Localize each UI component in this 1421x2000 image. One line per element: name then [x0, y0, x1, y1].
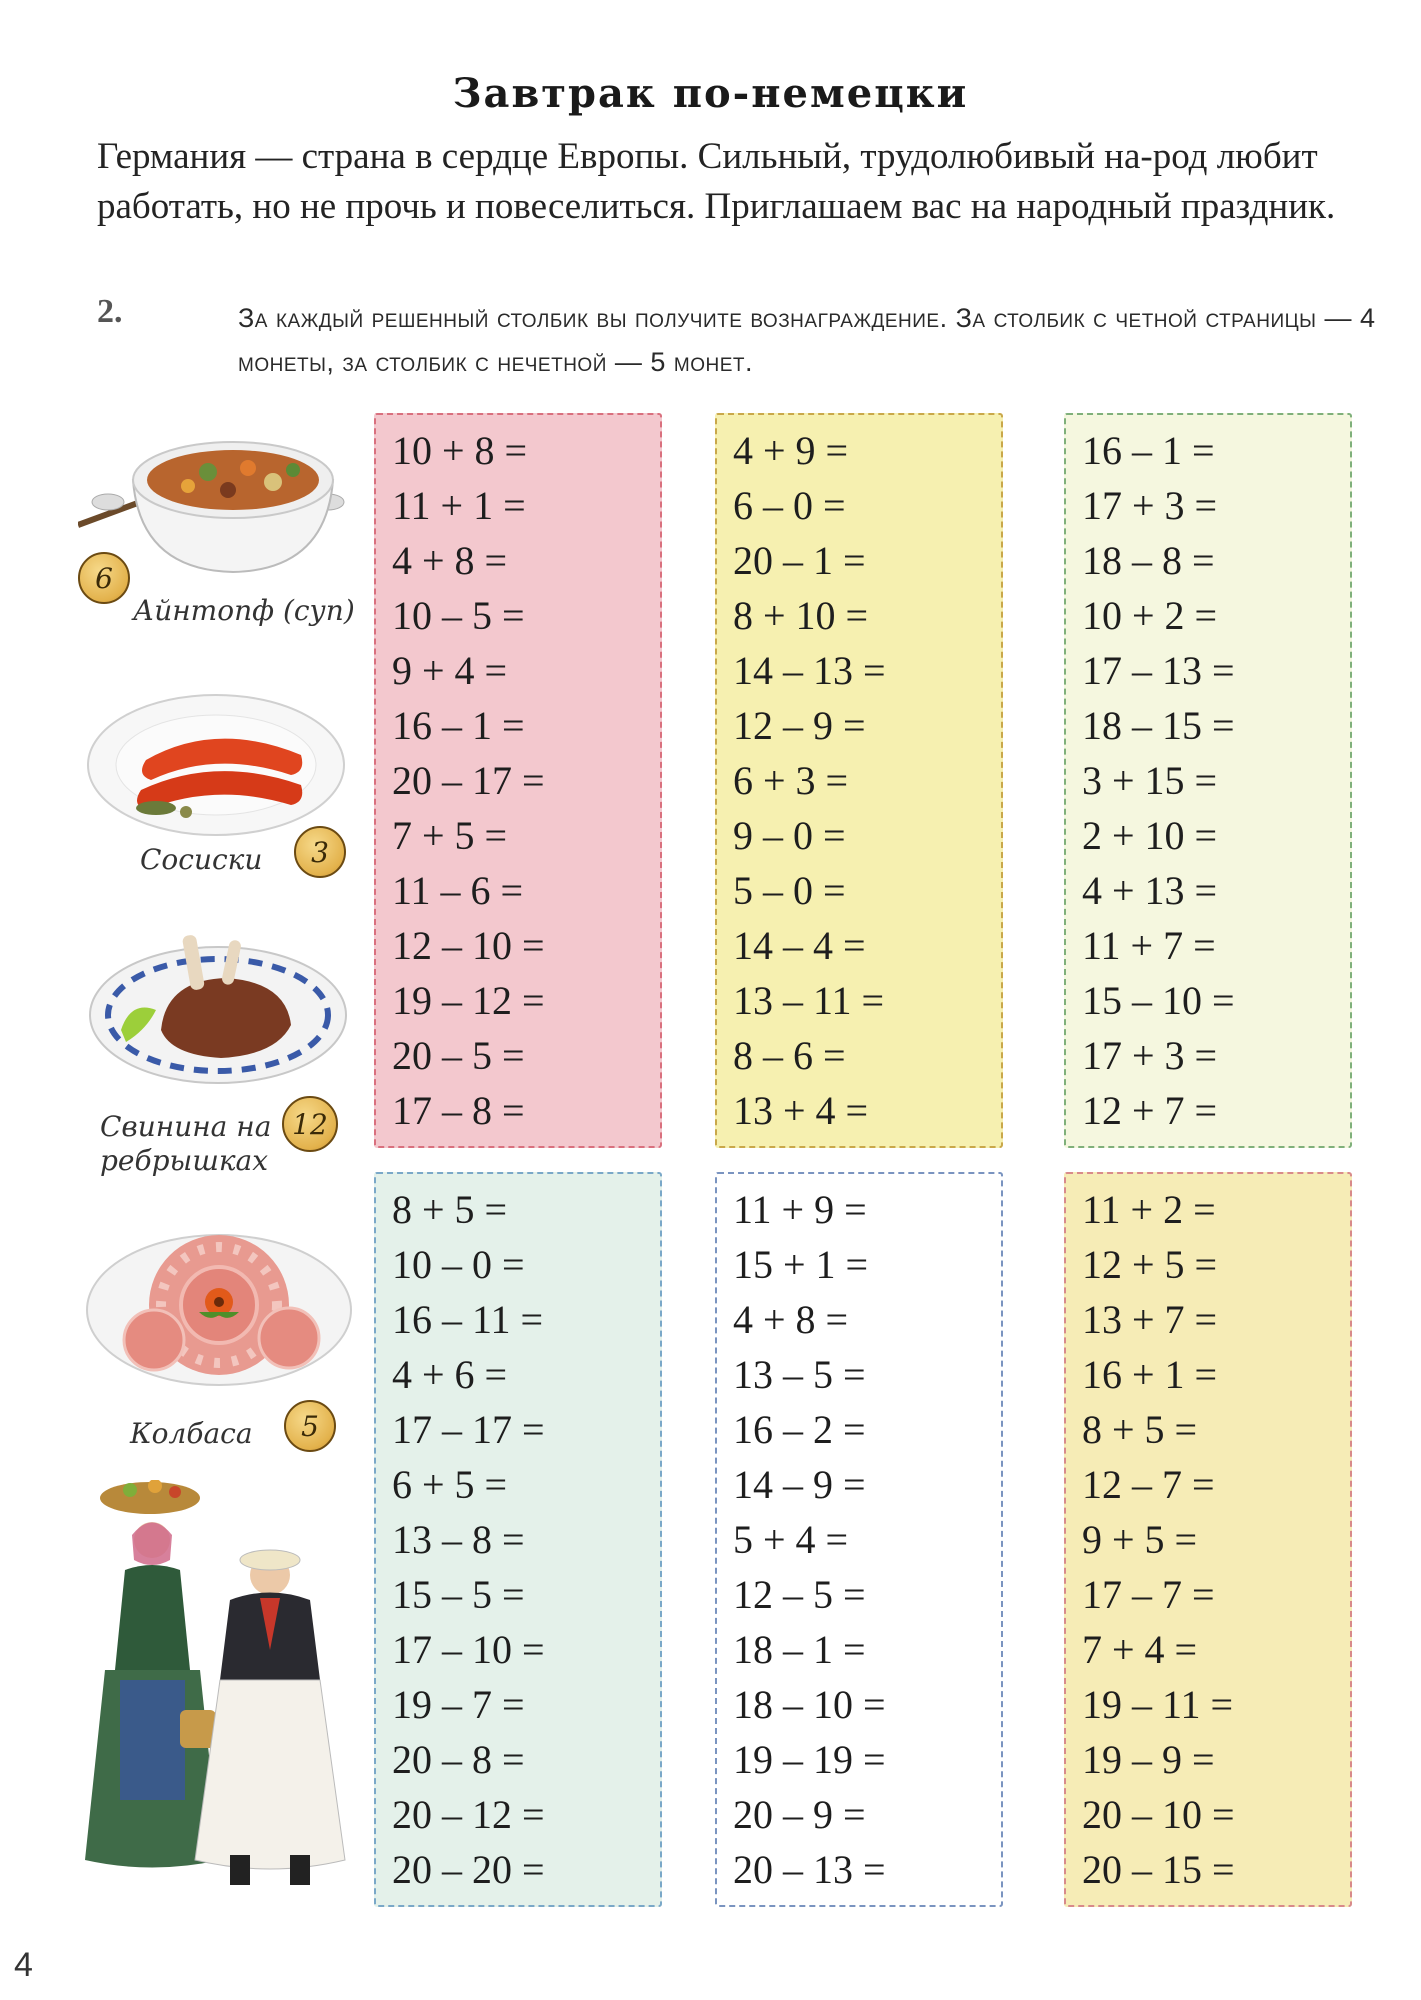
equation-item: 12 + 5 = — [1082, 1242, 1218, 1287]
equation-item: 7 + 5 = — [392, 813, 508, 858]
equation-item: 20 – 10 = — [1082, 1792, 1235, 1837]
equation-item: 7 + 4 = — [1082, 1627, 1198, 1672]
equation-column-5 — [715, 1172, 1003, 1907]
equation-item: 5 + 4 = — [733, 1517, 849, 1562]
equation-column-4 — [374, 1172, 662, 1907]
equation-item: 15 – 5 = — [392, 1572, 525, 1617]
food-item-ribs — [86, 930, 351, 1090]
equation-item: 14 – 13 = — [733, 648, 886, 693]
equation-item: 6 + 5 = — [392, 1462, 508, 1507]
equation-item: 10 – 5 = — [392, 593, 525, 638]
food-item-sausages — [86, 690, 346, 840]
equation-item: 9 + 4 = — [392, 648, 508, 693]
equation-item: 15 – 10 = — [1082, 978, 1235, 1023]
sliced-sausage-icon — [84, 1220, 354, 1390]
equation-item: 8 + 5 = — [1082, 1407, 1198, 1452]
equation-item: 4 + 8 = — [733, 1297, 849, 1342]
equation-item: 17 – 10 = — [392, 1627, 545, 1672]
equation-item: 3 + 15 = — [1082, 758, 1218, 803]
equation-item: 10 + 2 = — [1082, 593, 1218, 638]
food-label-kolbasa: Колбаса — [130, 1417, 253, 1450]
equation-item: 18 – 10 = — [733, 1682, 886, 1727]
equation-item: 17 + 3 = — [1082, 483, 1218, 528]
equation-item: 11 + 7 = — [1082, 923, 1216, 968]
equation-item: 5 – 0 = — [733, 868, 846, 913]
equation-item: 12 – 10 = — [392, 923, 545, 968]
equation-item: 12 + 7 = — [1082, 1088, 1218, 1133]
equation-item: 11 + 1 = — [392, 483, 526, 528]
equation-item: 20 – 17 = — [392, 758, 545, 803]
equation-item: 8 + 10 = — [733, 593, 869, 638]
equation-item: 19 – 9 = — [1082, 1737, 1215, 1782]
coin-sausages: 3 — [294, 826, 346, 878]
equation-item: 8 – 6 = — [733, 1033, 846, 1078]
equation-item: 13 – 8 = — [392, 1517, 525, 1562]
equation-item: 16 + 1 = — [1082, 1352, 1218, 1397]
equation-item: 16 – 1 = — [1082, 428, 1215, 473]
page-number: 4 — [14, 1946, 33, 1984]
equation-item: 4 + 13 = — [1082, 868, 1218, 913]
food-label-soup: Айнтопф (суп) — [133, 594, 355, 627]
equation-item: 11 + 2 = — [1082, 1187, 1216, 1232]
equation-item: 17 – 17 = — [392, 1407, 545, 1452]
people-in-costume-icon — [80, 1480, 360, 1900]
equation-item: 13 + 7 = — [1082, 1297, 1218, 1342]
page-title: Завтрак по-немецки — [452, 70, 969, 117]
sausages-icon — [86, 690, 346, 840]
equation-item: 4 + 9 = — [733, 428, 849, 473]
equation-item: 14 – 9 = — [733, 1462, 866, 1507]
equation-item: 18 – 15 = — [1082, 703, 1235, 748]
equation-item: 17 – 13 = — [1082, 648, 1235, 693]
equation-item: 2 + 10 = — [1082, 813, 1218, 858]
equation-item: 6 + 3 = — [733, 758, 849, 803]
equation-item: 11 – 6 = — [392, 868, 524, 913]
food-label-ribs: Свинина на ребрышках — [100, 1110, 272, 1177]
equation-item: 12 – 7 = — [1082, 1462, 1215, 1507]
equation-item: 16 – 11 = — [392, 1297, 544, 1342]
equation-item: 13 – 11 = — [733, 978, 885, 1023]
equation-item: 20 – 13 = — [733, 1847, 886, 1892]
equation-item: 18 – 8 = — [1082, 538, 1215, 583]
equation-item: 20 – 1 = — [733, 538, 866, 583]
equation-item: 11 + 9 = — [733, 1187, 867, 1232]
food-label-sausages: Сосиски — [140, 843, 263, 876]
equation-column-3 — [1064, 413, 1352, 1148]
equation-column-1 — [374, 413, 662, 1148]
equation-item: 4 + 8 = — [392, 538, 508, 583]
equation-item: 4 + 6 = — [392, 1352, 508, 1397]
equation-item: 17 – 7 = — [1082, 1572, 1215, 1617]
equation-item: 13 + 4 = — [733, 1088, 869, 1133]
equation-item: 20 – 5 = — [392, 1033, 525, 1078]
equation-item: 10 – 0 = — [392, 1242, 525, 1287]
equation-column-6 — [1064, 1172, 1352, 1907]
equation-item: 20 – 15 = — [1082, 1847, 1235, 1892]
equation-item: 19 – 7 = — [392, 1682, 525, 1727]
intro-paragraph: Германия — страна в сердце Европы. Сильный, трудолюбивый на-род любит работать, но не прочь и повеселиться. Приглашаем вас на народный праздник. — [97, 136, 1336, 227]
equation-item: 9 – 0 = — [733, 813, 846, 858]
equation-item: 19 – 11 = — [1082, 1682, 1234, 1727]
pork-ribs-icon — [86, 930, 351, 1090]
equation-item: 17 – 8 = — [392, 1088, 525, 1133]
equation-column-2 — [715, 413, 1003, 1148]
food-item-kolbasa — [84, 1220, 354, 1390]
equation-item: 10 + 8 = — [392, 428, 528, 473]
equation-item: 6 – 0 = — [733, 483, 846, 528]
equation-item: 15 + 1 = — [733, 1242, 869, 1287]
coin-kolbasa: 5 — [284, 1400, 336, 1452]
coin-ribs: 12 — [282, 1096, 338, 1152]
equation-item: 14 – 4 = — [733, 923, 866, 968]
equation-item: 16 – 1 = — [392, 703, 525, 748]
equation-item: 19 – 19 = — [733, 1737, 886, 1782]
equation-item: 13 – 5 = — [733, 1352, 866, 1397]
equation-item: 12 – 9 = — [733, 703, 866, 748]
costume-illustration — [80, 1480, 360, 1900]
equation-item: 20 – 12 = — [392, 1792, 545, 1837]
coin-soup: 6 — [78, 552, 130, 604]
equation-item: 19 – 12 = — [392, 978, 545, 1023]
equation-item: 20 – 20 = — [392, 1847, 545, 1892]
equation-item: 8 + 5 = — [392, 1187, 508, 1232]
equation-item: 17 + 3 = — [1082, 1033, 1218, 1078]
task-number: 2. — [97, 293, 123, 330]
equation-item: 20 – 9 = — [733, 1792, 866, 1837]
equation-item: 12 – 5 = — [733, 1572, 866, 1617]
equation-item: 18 – 1 = — [733, 1627, 866, 1672]
equation-item: 9 + 5 = — [1082, 1517, 1198, 1562]
equation-item: 16 – 2 = — [733, 1407, 866, 1452]
equation-item: 20 – 8 = — [392, 1737, 525, 1782]
task-instructions: За каждый решенный столбик вы получите вознаграждение. За столбик с четной страницы — 4 монеты, за столбик с нечетной — 5 монет. — [238, 303, 1376, 377]
